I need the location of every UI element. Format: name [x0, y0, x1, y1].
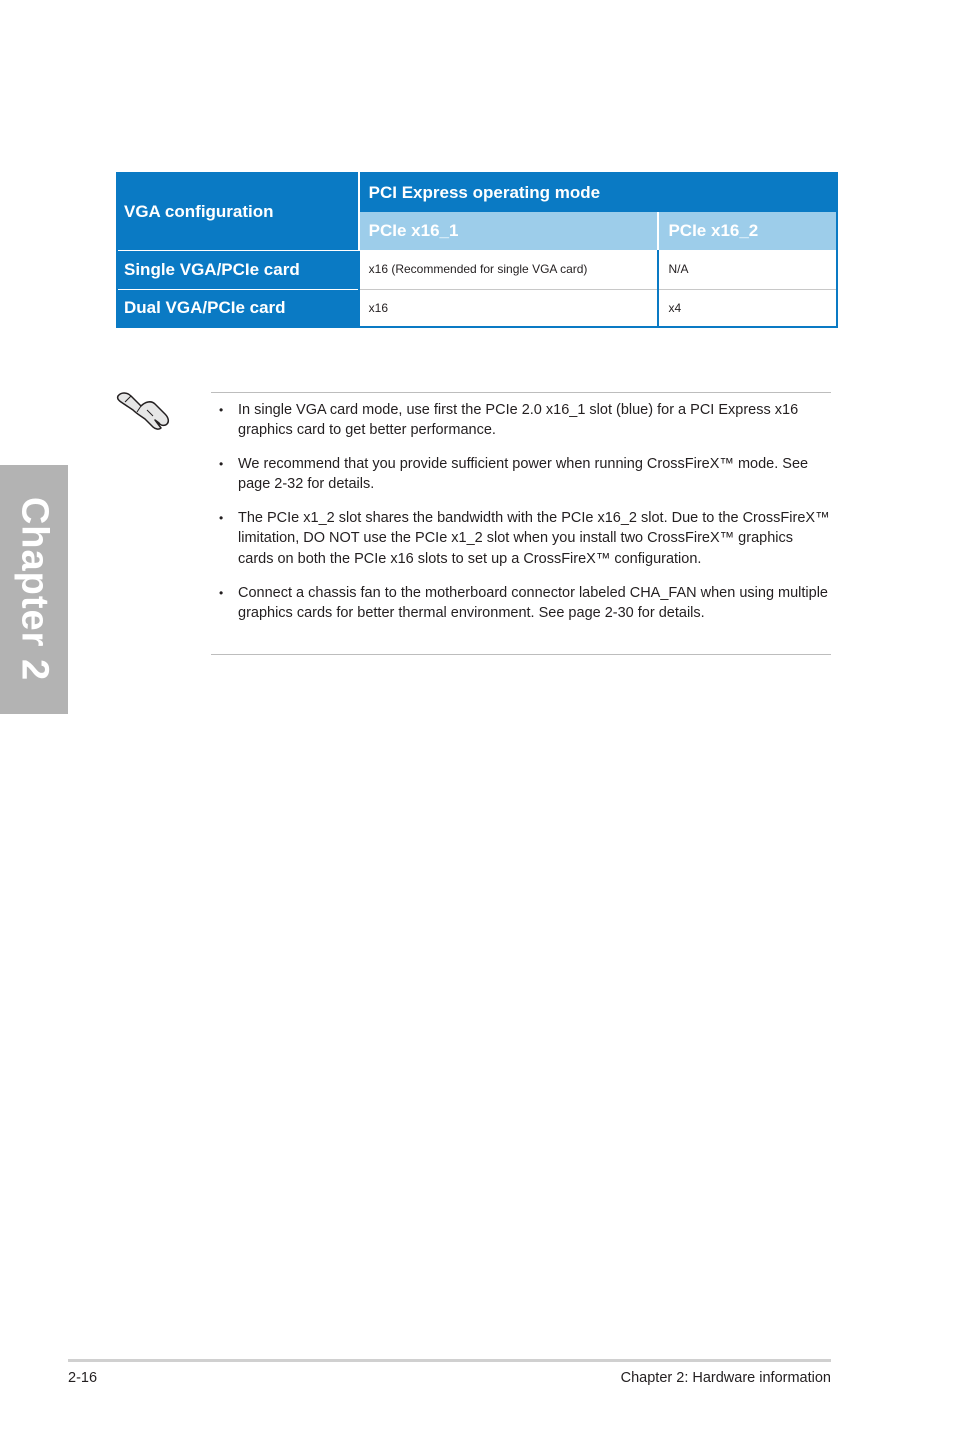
list-item	[211, 508, 831, 569]
row-label: Dual VGA/PCIe card	[117, 289, 359, 327]
row-slot2-value: x4	[658, 289, 837, 327]
slot-header-x16-1: PCIe x16_1	[359, 212, 659, 250]
list-item	[211, 583, 831, 624]
operating-mode-header: PCI Express operating mode	[359, 173, 837, 212]
note-list	[211, 400, 831, 637]
row-slot1-value: x16 (Recommended for single VGA card)	[359, 250, 659, 289]
note-hand-icon	[115, 388, 171, 430]
row-label: Single VGA/PCIe card	[117, 250, 359, 289]
note-text: The PCIe x1_2 slot shares the bandwidth with the PCIe x16_2 slot. Due to the CrossFireX™ limitation, DO NOT use the PCIe x1_2 slot when you install two CrossFireX™ graphics cards on both the PCIe x16 slots to set up a CrossFireX™ configuration.	[238, 510, 830, 567]
footer-section-title: Chapter 2: Hardware information	[620, 1370, 831, 1386]
bullet: •	[219, 457, 224, 472]
list-item	[211, 400, 831, 441]
footer-divider	[68, 1359, 831, 1362]
note-bottom-divider	[211, 654, 831, 655]
bullet: •	[219, 585, 224, 600]
bullet: •	[219, 403, 224, 417]
note-text: Connect a chassis fan to the motherboard connector labeled CHA_FAN when using multiple graphics cards for better thermal environment. See page 2-30 for details.	[238, 584, 828, 621]
vga-config-header: VGA configuration	[117, 173, 359, 250]
slot-header-x16-2: PCIe x16_2	[658, 212, 837, 250]
table-row	[117, 289, 837, 327]
table-row	[117, 250, 837, 289]
note-top-divider	[211, 392, 831, 393]
bullet: •	[219, 511, 224, 526]
vga-config-table	[116, 172, 838, 328]
row-slot2-value: N/A	[658, 250, 837, 289]
note-text: In single VGA card mode, use first the PCIe 2.0 x16_1 slot (blue) for a PCI Express x16 graphics card to get better performance.	[238, 402, 799, 439]
page-number: 2-16	[68, 1370, 98, 1386]
row-slot1-value: x16	[359, 289, 659, 327]
chapter-side-tab	[0, 465, 68, 714]
chapter-tab-label: Chapter 2	[13, 496, 56, 682]
list-item	[211, 454, 831, 495]
note-text: We recommend that you provide sufficient power when running CrossFireX™ mode. See page 2-32 for details.	[238, 456, 809, 493]
